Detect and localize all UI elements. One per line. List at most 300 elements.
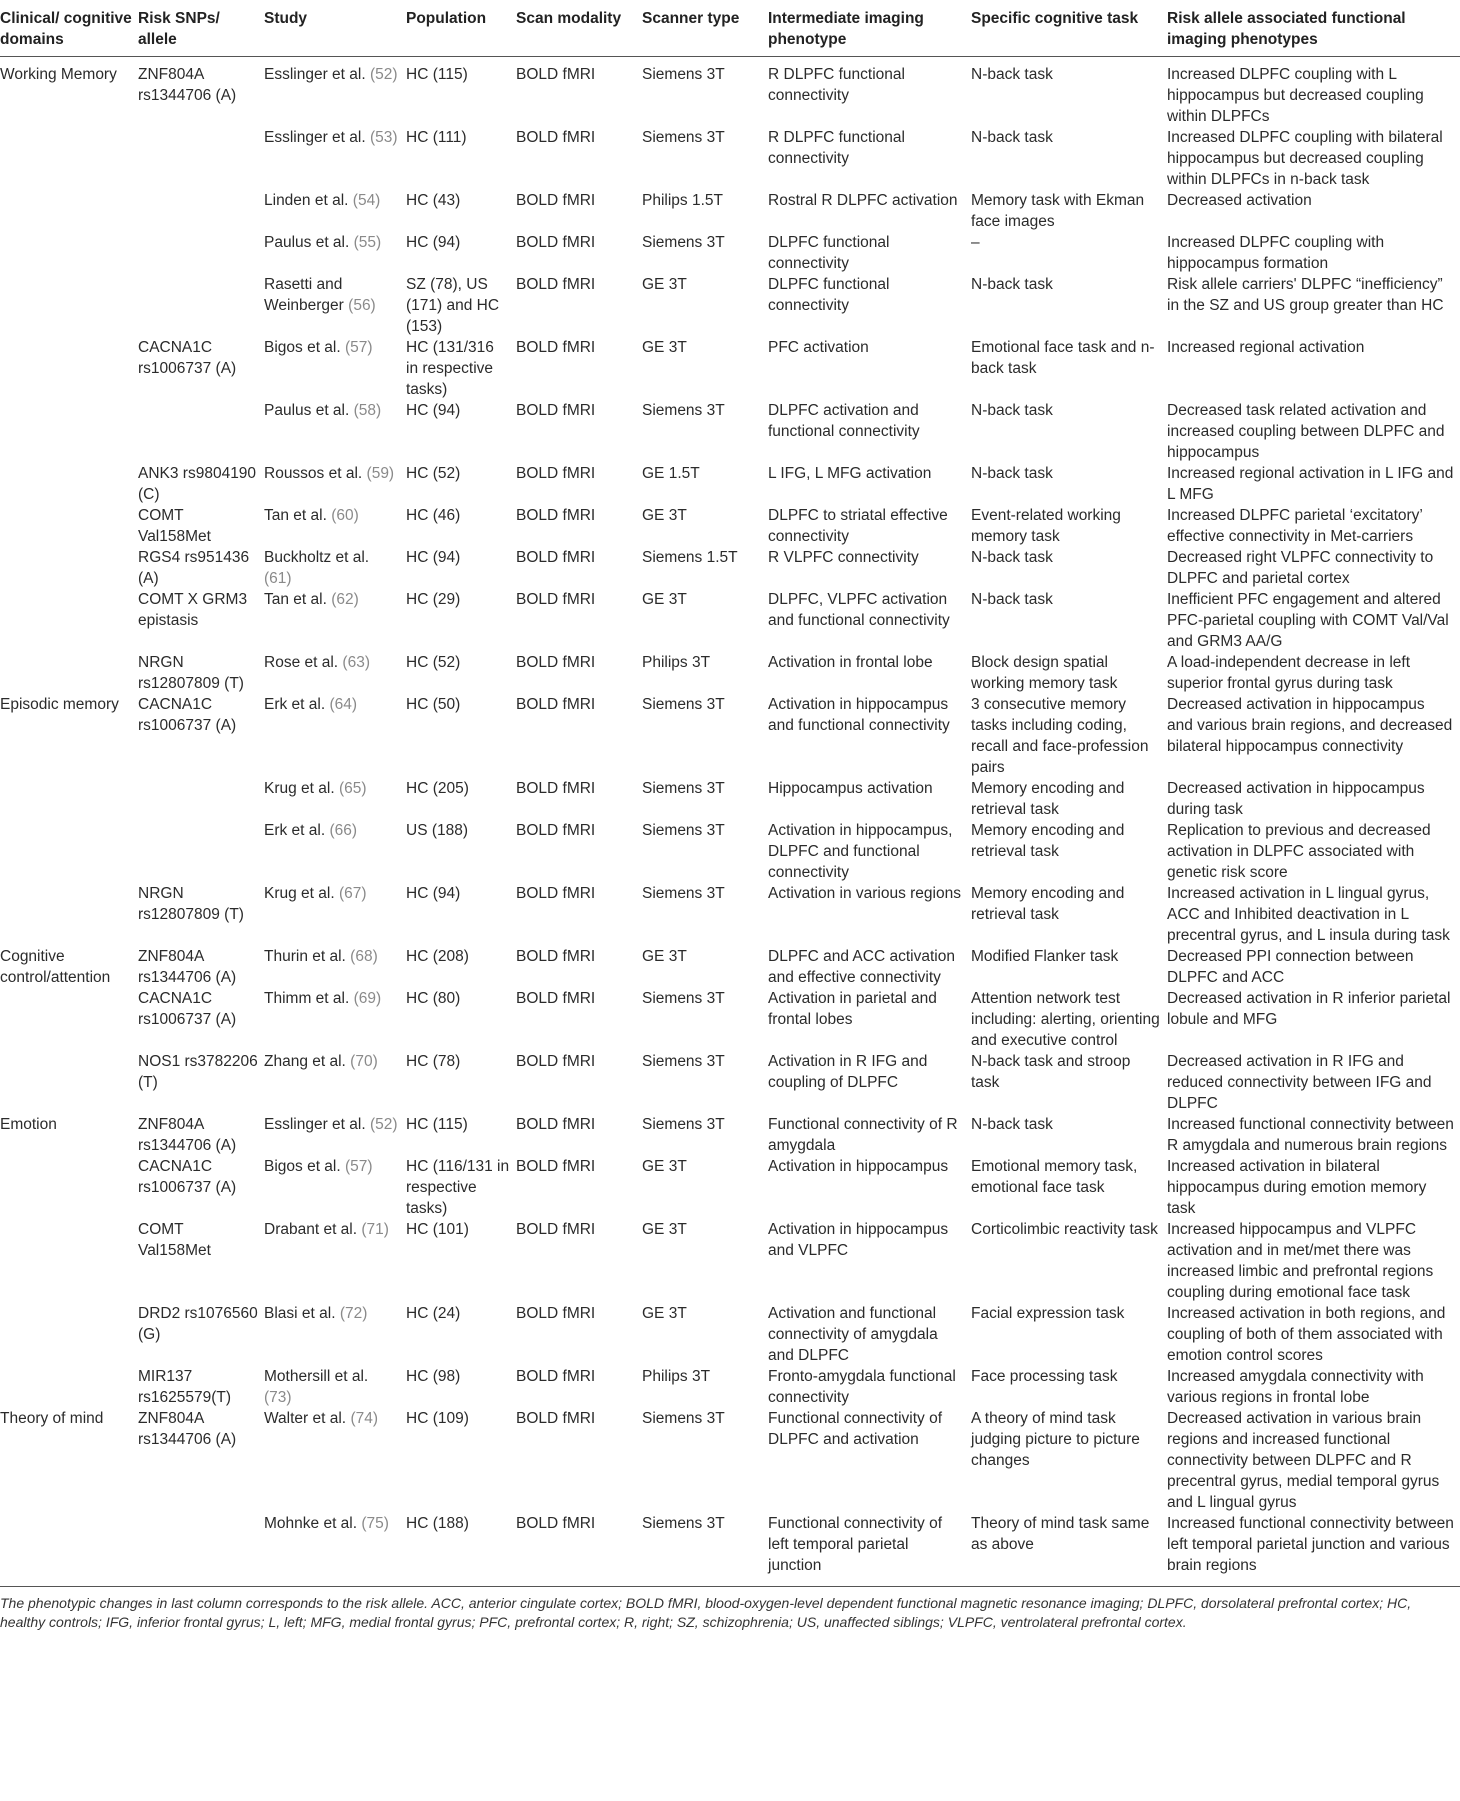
- cell-snp: NRGN rs12807809 (T): [138, 885, 244, 923]
- cell-finding: A load-independent decrease in left superior frontal gyrus during task: [1167, 654, 1411, 692]
- cell-scanner: Siemens 3T: [642, 1116, 725, 1133]
- cell-domain: [0, 1051, 138, 1114]
- study-reference-link[interactable]: (62): [331, 591, 359, 608]
- table-row: [0, 1114, 1460, 1156]
- study-author: Blasi et al.: [264, 1305, 336, 1322]
- cell-task: 3 consecutive memory tasks including coding, recall and face-profession pairs: [971, 696, 1149, 776]
- table-row: [0, 820, 1460, 883]
- cell-phenotype: Activation and functional connectivity of amygdala and DLPFC: [768, 1305, 938, 1364]
- study-reference-link[interactable]: (59): [366, 465, 395, 482]
- study-author: Walter et al.: [264, 1410, 347, 1427]
- cell-finding: Decreased activation in various brain regions and increased functional connectivity between DLPFC and R precentral gyrus, medial temporal gyrus and L lingual gyrus: [1167, 1410, 1440, 1511]
- study-author: Buckholtz et al.: [264, 549, 370, 566]
- cell-phenotype: Functional connectivity of R amygdala: [768, 1116, 958, 1154]
- cell-finding: Increased activation in bilateral hippocampus during emotion memory task: [1167, 1158, 1427, 1217]
- header-snp: Risk SNPs/ allele: [138, 10, 220, 48]
- cell-population: HC (80): [406, 990, 461, 1007]
- cell-modality: BOLD fMRI: [516, 66, 596, 83]
- cell-scanner: Philips 3T: [642, 1368, 711, 1385]
- cell-population: HC (94): [406, 402, 461, 419]
- cell-finding: Increased hippocampus and VLPFC activation and in met/met there was increased limbic and prefrontal regions coupling during emotional face task: [1167, 1221, 1434, 1301]
- cell-snp: ZNF804A rs1344706 (A): [138, 948, 237, 986]
- cell-domain: [0, 1156, 138, 1219]
- cell-scanner: GE 1.5T: [642, 465, 700, 482]
- cell-task: Attention network test including: alerting, orienting and executive control: [971, 990, 1160, 1049]
- cell-modality: BOLD fMRI: [516, 234, 596, 251]
- study-reference-link[interactable]: (75): [361, 1515, 389, 1532]
- cell-finding: Inefficient PFC engagement and altered PFC-parietal coupling with COMT Val/Val and GRM3 AA/G: [1167, 591, 1449, 650]
- cell-modality: BOLD fMRI: [516, 1410, 596, 1427]
- cell-domain: [0, 400, 138, 463]
- cell-study: [264, 652, 406, 694]
- cell-population: HC (94): [406, 234, 461, 251]
- cell-modality: BOLD fMRI: [516, 1515, 596, 1532]
- table-row: [0, 778, 1460, 820]
- table-row: [0, 57, 1460, 128]
- cell-phenotype: R VLPFC connectivity: [768, 549, 919, 566]
- table-footnote: The phenotypic changes in last column corresponds to the risk allele. ACC, anterior cingulate cortex; BOLD fMRI, blood-oxygen-level dependent functional magnetic resonance imaging; DLPFC, dorsolateral prefrontal cortex; HC, healthy controls; IFG, inferior frontal gyrus; L, left; MFG, medial frontal gyrus; PFC, prefrontal cortex; R, right; SZ, schizophrenia; US, unaffected siblings; VLPFC, ventrolateral prefrontal cortex.: [0, 1595, 1412, 1630]
- cell-population: HC (24): [406, 1305, 461, 1322]
- cell-finding: Decreased activation in R IFG and reduced connectivity between IFG and DLPFC: [1167, 1053, 1432, 1112]
- study-author: Esslinger et al.: [264, 66, 366, 83]
- table-row: [0, 232, 1460, 274]
- cell-domain: [0, 652, 138, 694]
- study-reference-link[interactable]: (54): [352, 192, 381, 209]
- cell-scanner: GE 3T: [642, 339, 687, 356]
- study-author: Krug et al.: [264, 780, 335, 797]
- cell-study: [264, 232, 406, 274]
- cell-study: [264, 820, 406, 883]
- cell-population: HC (94): [406, 549, 461, 566]
- study-reference-link[interactable]: (67): [338, 885, 367, 902]
- cell-study: [264, 1219, 406, 1303]
- cell-task: N-back task: [971, 465, 1053, 482]
- cell-modality: BOLD fMRI: [516, 1053, 596, 1070]
- study-reference-link[interactable]: (74): [350, 1410, 379, 1427]
- cell-domain: [0, 1366, 138, 1408]
- cell-population: HC (94): [406, 885, 461, 902]
- cell-study: [264, 190, 406, 232]
- cell-phenotype: R DLPFC functional connectivity: [768, 66, 905, 104]
- cell-finding: Increased DLPFC coupling with L hippocampus but decreased coupling within DLPFCs: [1167, 66, 1424, 125]
- cell-population: HC (29): [406, 591, 461, 608]
- cell-phenotype: Activation in frontal lobe: [768, 654, 933, 671]
- cell-modality: BOLD fMRI: [516, 465, 596, 482]
- cell-population: HC (52): [406, 654, 461, 671]
- cell-phenotype: Activation in hippocampus: [768, 1158, 949, 1175]
- cell-task: Modified Flanker task: [971, 948, 1119, 965]
- header-finding: Risk allele associated functional imaging phenotypes: [1167, 10, 1406, 48]
- cell-domain: [0, 988, 138, 1051]
- cell-scanner: Siemens 3T: [642, 822, 725, 839]
- cell-snp: CACNA1C rs1006737 (A): [138, 696, 237, 734]
- cell-domain: Theory of mind: [0, 1410, 104, 1427]
- cell-domain: Episodic memory: [0, 696, 119, 713]
- header-study: Study: [264, 10, 308, 27]
- cell-snp: NOS1 rs3782206 (T): [138, 1053, 258, 1091]
- study-reference-link[interactable]: (56): [348, 297, 376, 314]
- cell-snp: [138, 820, 264, 883]
- table-row: [0, 883, 1460, 946]
- cell-task: A theory of mind task judging picture to picture changes: [971, 1410, 1140, 1469]
- study-author: Erk et al.: [264, 822, 326, 839]
- cell-domain: Working Memory: [0, 66, 117, 83]
- cell-study: [264, 1114, 406, 1156]
- study-author: Mothersill et al.: [264, 1368, 369, 1385]
- cell-population: SZ (78), US (171) and HC (153): [406, 276, 500, 335]
- cell-population: HC (78): [406, 1053, 461, 1070]
- cell-task: –: [971, 234, 980, 251]
- study-author: Roussos et al.: [264, 465, 363, 482]
- cell-population: HC (188): [406, 1515, 469, 1532]
- cell-modality: BOLD fMRI: [516, 1221, 596, 1238]
- cell-task: Memory encoding and retrieval task: [971, 780, 1125, 818]
- cell-phenotype: Rostral R DLPFC activation: [768, 192, 958, 209]
- cell-population: US (188): [406, 822, 469, 839]
- study-reference-link[interactable]: (57): [345, 339, 373, 356]
- study-reference-link[interactable]: (68): [350, 948, 378, 965]
- cell-modality: BOLD fMRI: [516, 780, 596, 797]
- cell-study: [264, 1513, 406, 1576]
- cell-study: [264, 946, 406, 988]
- table-row: [0, 589, 1460, 652]
- cell-scanner: GE 3T: [642, 1221, 687, 1238]
- cell-finding: Replication to previous and decreased activation in DLPFC associated with genetic risk score: [1167, 822, 1431, 881]
- cell-scanner: GE 3T: [642, 1305, 687, 1322]
- header-scanner: Scanner type: [642, 10, 740, 27]
- cell-task: Corticolimbic reactivity task: [971, 1221, 1158, 1238]
- cell-modality: BOLD fMRI: [516, 1368, 596, 1385]
- cell-finding: Increased regional activation in L IFG and L MFG: [1167, 465, 1454, 503]
- cell-task: Memory encoding and retrieval task: [971, 885, 1125, 923]
- cell-phenotype: DLPFC, VLPFC activation and functional connectivity: [768, 591, 950, 629]
- study-author: Bigos et al.: [264, 1158, 341, 1175]
- study-reference-link[interactable]: (55): [353, 234, 382, 251]
- study-reference-link[interactable]: (71): [361, 1221, 389, 1238]
- table-row: [0, 1303, 1460, 1366]
- study-reference-link[interactable]: (53): [369, 129, 398, 146]
- study-author: Paulus et al.: [264, 402, 350, 419]
- study-reference-link[interactable]: (57): [345, 1158, 373, 1175]
- study-author: Thurin et al.: [264, 948, 346, 965]
- cell-finding: Increased amygdala connectivity with various regions in frontal lobe: [1167, 1368, 1424, 1406]
- header-domain: Clinical/ cognitive domains: [0, 10, 132, 48]
- study-reference-link[interactable]: (70): [350, 1053, 378, 1070]
- cell-modality: BOLD fMRI: [516, 507, 596, 524]
- cell-task: N-back task: [971, 402, 1053, 419]
- study-author: Linden et al.: [264, 192, 349, 209]
- cell-finding: Increased regional activation: [1167, 339, 1365, 356]
- cell-scanner: Siemens 1.5T: [642, 549, 738, 566]
- study-author: Bigos et al.: [264, 339, 341, 356]
- cell-study: [264, 988, 406, 1051]
- cell-task: N-back task and stroop task: [971, 1053, 1131, 1091]
- cell-phenotype: DLPFC and ACC activation and effective connectivity: [768, 948, 955, 986]
- table-row: [0, 463, 1460, 505]
- table-row: [0, 547, 1460, 589]
- cell-snp: [138, 1513, 264, 1576]
- cell-population: HC (101): [406, 1221, 469, 1238]
- table-row: [0, 1156, 1460, 1219]
- cell-modality: BOLD fMRI: [516, 549, 596, 566]
- cell-domain: [0, 190, 138, 232]
- cell-snp: DRD2 rs1076560 (G): [138, 1305, 258, 1343]
- cell-study: [264, 274, 406, 337]
- cell-domain: [0, 127, 138, 190]
- cell-scanner: Siemens 3T: [642, 234, 725, 251]
- cell-scanner: GE 3T: [642, 948, 687, 965]
- cell-finding: Decreased activation in hippocampus and various brain regions, and decreased bilateral hippocampus connectivity: [1167, 696, 1453, 755]
- cell-study: [264, 337, 406, 400]
- cell-phenotype: DLPFC to striatal effective connectivity: [768, 507, 948, 545]
- cell-domain: [0, 232, 138, 274]
- cell-task: N-back task: [971, 129, 1053, 146]
- cell-finding: Decreased activation in hippocampus during task: [1167, 780, 1425, 818]
- cell-study: [264, 589, 406, 652]
- cell-task: Block design spatial working memory task: [971, 654, 1118, 692]
- cell-snp: RGS4 rs951436 (A): [138, 549, 250, 587]
- cell-modality: BOLD fMRI: [516, 276, 596, 293]
- study-author: Krug et al.: [264, 885, 335, 902]
- study-author: Mohnke et al.: [264, 1515, 358, 1532]
- cell-domain: [0, 1513, 138, 1576]
- table-row: [0, 274, 1460, 337]
- table-row: [0, 1408, 1460, 1513]
- cell-scanner: Siemens 3T: [642, 66, 725, 83]
- study-author: Paulus et al.: [264, 234, 350, 251]
- cell-snp: CACNA1C rs1006737 (A): [138, 339, 237, 377]
- study-reference-link[interactable]: (52): [369, 1116, 398, 1133]
- study-author: Drabant et al.: [264, 1221, 358, 1238]
- table-row: [0, 127, 1460, 190]
- cell-scanner: GE 3T: [642, 507, 687, 524]
- cell-finding: Decreased task related activation and increased coupling between DLPFC and hippocampus: [1167, 402, 1445, 461]
- cell-phenotype: DLPFC functional connectivity: [768, 276, 890, 314]
- cell-task: N-back task: [971, 549, 1053, 566]
- cell-phenotype: Activation in hippocampus and functional connectivity: [768, 696, 950, 734]
- cell-phenotype: R DLPFC functional connectivity: [768, 129, 905, 167]
- study-reference-link[interactable]: (65): [338, 780, 367, 797]
- header-task: Specific cognitive task: [971, 10, 1139, 27]
- table-row: [0, 400, 1460, 463]
- study-author: Esslinger et al.: [264, 1116, 366, 1133]
- table-row: [0, 946, 1460, 988]
- cell-study: [264, 1051, 406, 1114]
- cell-population: HC (116/131 in respective tasks): [406, 1158, 510, 1217]
- cell-task: Theory of mind task same as above: [971, 1515, 1150, 1553]
- table-bottom-rule: [0, 1586, 1460, 1587]
- study-reference-link[interactable]: (60): [331, 507, 359, 524]
- cell-snp: [138, 778, 264, 820]
- cell-domain: [0, 883, 138, 946]
- table-row: [0, 652, 1460, 694]
- table-row: [0, 988, 1460, 1051]
- cell-task: N-back task: [971, 591, 1053, 608]
- cell-snp: [138, 190, 264, 232]
- cell-phenotype: Activation in hippocampus and VLPFC: [768, 1221, 949, 1259]
- study-reference-link[interactable]: (63): [342, 654, 370, 671]
- cell-domain: [0, 337, 138, 400]
- cell-population: HC (43): [406, 192, 461, 209]
- cell-modality: BOLD fMRI: [516, 1116, 596, 1133]
- cell-population: HC (111): [406, 129, 467, 146]
- cell-task: Event-related working memory task: [971, 507, 1121, 545]
- cell-population: HC (52): [406, 465, 461, 482]
- cell-scanner: Siemens 3T: [642, 885, 725, 902]
- table-body: [0, 57, 1460, 1577]
- cell-scanner: Siemens 3T: [642, 696, 725, 713]
- cell-scanner: Siemens 3T: [642, 780, 725, 797]
- cell-finding: Increased activation in both regions, and coupling of both of them associated with emotion control scores: [1167, 1305, 1446, 1364]
- cell-domain: [0, 463, 138, 505]
- cell-finding: Increased functional connectivity between R amygdala and numerous brain regions: [1167, 1116, 1454, 1154]
- cell-scanner: Siemens 3T: [642, 1410, 725, 1427]
- table-row: [0, 694, 1460, 778]
- cell-domain: [0, 589, 138, 652]
- cell-finding: Increased DLPFC coupling with bilateral hippocampus but decreased coupling within DLPFCs in n-back task: [1167, 129, 1443, 188]
- cell-study: [264, 1408, 406, 1513]
- cell-phenotype: DLPFC functional connectivity: [768, 234, 890, 272]
- cell-modality: BOLD fMRI: [516, 339, 596, 356]
- cell-snp: [138, 127, 264, 190]
- cell-scanner: Siemens 3T: [642, 990, 725, 1007]
- cell-finding: Increased DLPFC parietal ‘excitatory’ effective connectivity in Met-carriers: [1167, 507, 1423, 545]
- cell-modality: BOLD fMRI: [516, 402, 596, 419]
- cell-phenotype: Activation in various regions: [768, 885, 961, 902]
- header-modality: Scan modality: [516, 10, 622, 27]
- cell-snp: NRGN rs12807809 (T): [138, 654, 244, 692]
- cell-snp: COMT X GRM3 epistasis: [138, 591, 248, 629]
- cell-modality: BOLD fMRI: [516, 591, 596, 608]
- cell-scanner: Siemens 3T: [642, 1515, 725, 1532]
- cell-scanner: Philips 3T: [642, 654, 711, 671]
- cell-snp: CACNA1C rs1006737 (A): [138, 1158, 237, 1196]
- header-row: [0, 2, 1460, 57]
- cell-finding: Decreased PPI connection between DLPFC and ACC: [1167, 948, 1414, 986]
- cell-phenotype: Activation in parietal and frontal lobes: [768, 990, 937, 1028]
- cell-snp: [138, 232, 264, 274]
- cell-phenotype: L IFG, L MFG activation: [768, 465, 932, 482]
- cell-snp: ZNF804A rs1344706 (A): [138, 1116, 237, 1154]
- cell-task: N-back task: [971, 1116, 1053, 1133]
- cell-study: [264, 505, 406, 547]
- table-row: [0, 1513, 1460, 1576]
- header-phenotype: Intermediate imaging phenotype: [768, 10, 924, 48]
- cell-domain: [0, 274, 138, 337]
- cell-scanner: Siemens 3T: [642, 1053, 725, 1070]
- study-author: Rasetti and Weinberger: [264, 276, 344, 314]
- cell-population: HC (205): [406, 780, 469, 797]
- cell-study: [264, 463, 406, 505]
- study-reference-link[interactable]: (58): [353, 402, 382, 419]
- study-author: Esslinger et al.: [264, 129, 366, 146]
- cell-finding: Decreased right VLPFC connectivity to DLPFC and parietal cortex: [1167, 549, 1434, 587]
- cell-population: HC (131/316 in respective tasks): [406, 339, 494, 398]
- table-row: [0, 505, 1460, 547]
- cell-domain: Cognitive control/attention: [0, 948, 111, 986]
- study-reference-link[interactable]: (64): [329, 696, 358, 713]
- study-reference-link[interactable]: (66): [329, 822, 358, 839]
- cell-finding: Decreased activation in R inferior parietal lobule and MFG: [1167, 990, 1451, 1028]
- cell-phenotype: Activation in R IFG and coupling of DLPFC: [768, 1053, 928, 1091]
- cell-domain: [0, 1303, 138, 1366]
- cell-domain: [0, 820, 138, 883]
- cell-domain: [0, 1219, 138, 1303]
- cell-phenotype: Hippocampus activation: [768, 780, 933, 797]
- cell-phenotype: PFC activation: [768, 339, 869, 356]
- study-reference-link[interactable]: (73): [264, 1389, 292, 1406]
- cell-modality: BOLD fMRI: [516, 990, 596, 1007]
- cell-study: [264, 57, 406, 128]
- cell-finding: Increased DLPFC coupling with hippocampus formation: [1167, 234, 1385, 272]
- cell-study: [264, 1156, 406, 1219]
- cell-study: [264, 1366, 406, 1408]
- cell-finding: Risk allele carriers' DLPFC “inefficiency” in the SZ and US group greater than HC: [1167, 276, 1444, 314]
- cell-phenotype: Activation in hippocampus, DLPFC and functional connectivity: [768, 822, 953, 881]
- cell-scanner: GE 3T: [642, 276, 687, 293]
- cell-modality: BOLD fMRI: [516, 948, 596, 965]
- cell-snp: [138, 274, 264, 337]
- cell-study: [264, 400, 406, 463]
- cell-population: HC (115): [406, 1116, 468, 1133]
- cell-study: [264, 883, 406, 946]
- cell-finding: Increased activation in L lingual gyrus, ACC and Inhibited deactivation in L precentral gyrus, and L insula during task: [1167, 885, 1450, 944]
- study-author: Erk et al.: [264, 696, 326, 713]
- table-row: [0, 190, 1460, 232]
- cell-task: Memory task with Ekman face images: [971, 192, 1145, 230]
- cell-phenotype: Fronto-amygdala functional connectivity: [768, 1368, 956, 1406]
- cell-study: [264, 547, 406, 589]
- cell-modality: BOLD fMRI: [516, 1158, 596, 1175]
- cell-modality: BOLD fMRI: [516, 654, 596, 671]
- cell-domain: [0, 547, 138, 589]
- cell-scanner: Philips 1.5T: [642, 192, 723, 209]
- header-population: Population: [406, 10, 487, 27]
- cell-domain: [0, 778, 138, 820]
- cell-snp: CACNA1C rs1006737 (A): [138, 990, 237, 1028]
- cell-snp: [138, 400, 264, 463]
- cell-population: HC (50): [406, 696, 461, 713]
- study-reference-link[interactable]: (52): [369, 66, 398, 83]
- table-row: [0, 1051, 1460, 1114]
- cell-task: Face processing task: [971, 1368, 1118, 1385]
- cell-scanner: GE 3T: [642, 1158, 687, 1175]
- cell-domain: [0, 505, 138, 547]
- cell-population: HC (98): [406, 1368, 461, 1385]
- study-reference-link[interactable]: (72): [339, 1305, 368, 1322]
- cell-scanner: GE 3T: [642, 591, 687, 608]
- study-author: Tan et al.: [264, 591, 327, 608]
- table-row: [0, 1219, 1460, 1303]
- cell-task: Emotional face task and n-back task: [971, 339, 1155, 377]
- imaging-genetics-table: [0, 2, 1460, 1576]
- cell-phenotype: Functional connectivity of DLPFC and activation: [768, 1410, 943, 1448]
- cell-task: Emotional memory task, emotional face task: [971, 1158, 1138, 1196]
- study-reference-link[interactable]: (69): [353, 990, 382, 1007]
- cell-modality: BOLD fMRI: [516, 822, 596, 839]
- cell-task: N-back task: [971, 66, 1053, 83]
- cell-snp: COMT Val158Met: [138, 507, 211, 545]
- table-row: [0, 337, 1460, 400]
- study-reference-link[interactable]: (61): [264, 570, 292, 587]
- study-author: Tan et al.: [264, 507, 327, 524]
- cell-population: HC (208): [406, 948, 469, 965]
- cell-study: [264, 127, 406, 190]
- cell-snp: COMT Val158Met: [138, 1221, 211, 1259]
- cell-domain: Emotion: [0, 1116, 57, 1133]
- cell-phenotype: Functional connectivity of left temporal parietal junction: [768, 1515, 943, 1574]
- cell-modality: BOLD fMRI: [516, 696, 596, 713]
